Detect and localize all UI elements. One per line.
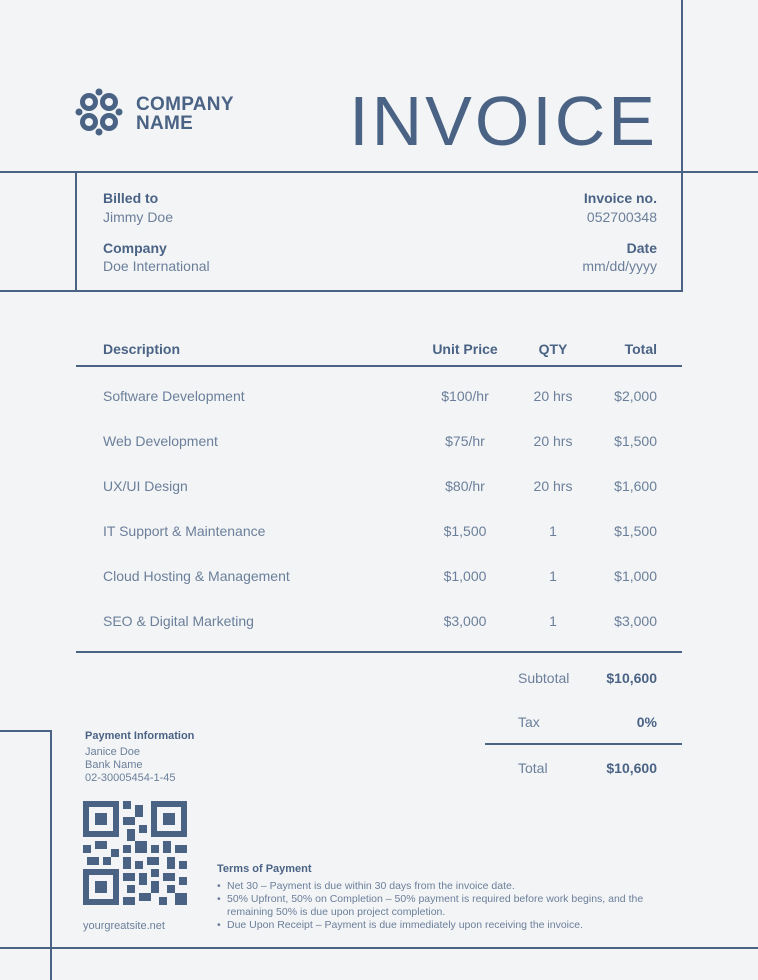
row-description: Software Development [103,388,245,404]
billed-to-value: Jimmy Doe [103,209,174,225]
qr-code-icon [83,801,187,905]
frame-line-billing-bottom [0,290,683,292]
frame-line-footer [0,947,758,949]
company-label: Company [103,240,167,256]
row-total: $3,000 [614,613,657,629]
row-description: IT Support & Maintenance [103,523,266,539]
row-description: Cloud Hosting & Management [103,568,290,584]
invoice-no-label: Invoice no. [583,190,657,206]
row-unit-price: $3,000 [443,613,487,629]
terms-item: • Net 30 – Payment is due within 30 days from the invoice date. [217,880,677,893]
date-value: mm/dd/yyyy [582,258,657,274]
col-header-qty: QTY [538,341,568,357]
row-unit-price: $1,500 [443,523,487,539]
row-qty: 1 [549,523,557,539]
row-description: UX/UI Design [103,478,188,494]
row-qty: 20 hrs [533,478,573,494]
col-header-description: Description [103,341,181,357]
subtotal-value: $10,600 [606,670,657,686]
table-bottom-divider [76,651,682,653]
col-header-total: Total [624,341,657,357]
frame-line-billing-left [75,171,77,292]
billed-to-label: Billed to [103,190,159,206]
tax-label: Tax [518,714,540,730]
row-total: $2,000 [614,388,657,404]
payment-account: 02-30005454-1-45 [85,772,176,784]
payment-bank: Bank Name [85,759,143,771]
company-name [136,95,234,133]
row-unit-price: $1,000 [443,568,487,584]
row-total: $1,500 [614,433,657,449]
terms-item: • Due Upon Receipt – Payment is due immediately upon receiving the invoice. [217,919,677,932]
row-unit-price: $80/hr [445,478,485,494]
row-unit-price: $75/hr [445,433,485,449]
col-header-unit-price: Unit Price [432,341,498,357]
frame-line-header-bottom [0,171,758,173]
tax-value: 0% [636,714,657,730]
terms-list [217,880,677,932]
frame-line-payment-right [50,730,52,980]
summary-divider [485,743,682,745]
website-text: yourgreatsite.net [83,920,165,932]
row-description: Web Development [103,433,218,449]
date-label: Date [626,240,657,256]
company-logo-icon [75,88,123,136]
payment-info-title: Payment Information [85,730,195,742]
subtotal-label: Subtotal [518,670,570,686]
row-qty: 1 [549,613,557,629]
invoice-title: INVOICE [349,82,658,160]
payment-name: Janice Doe [85,746,141,758]
terms-item: • 50% Upfront, 50% on Completion – 50% payment is required before work begins, and the remaining 50% is due upon project completion. [217,893,677,919]
invoice-no-value: 052700348 [586,209,657,225]
company-value: Doe International [103,258,210,274]
terms-title: Terms of Payment [217,863,312,875]
frame-line-billing-right [681,171,683,292]
table-header-divider [76,365,682,367]
row-total: $1,600 [614,478,657,494]
row-qty: 1 [549,568,557,584]
row-qty: 20 hrs [533,388,573,404]
frame-line-payment-top [0,730,52,732]
row-qty: 20 hrs [533,433,573,449]
frame-line-top-vertical [681,0,683,173]
row-description: SEO & Digital Marketing [103,613,254,629]
row-total: $1,500 [614,523,657,539]
total-value: $10,600 [606,760,657,776]
row-unit-price: $100/hr [441,388,489,404]
total-label: Total [518,760,548,776]
row-total: $1,000 [614,568,657,584]
company-name-line1: COMPANY [136,94,234,115]
company-name-line2: NAME [136,113,194,134]
